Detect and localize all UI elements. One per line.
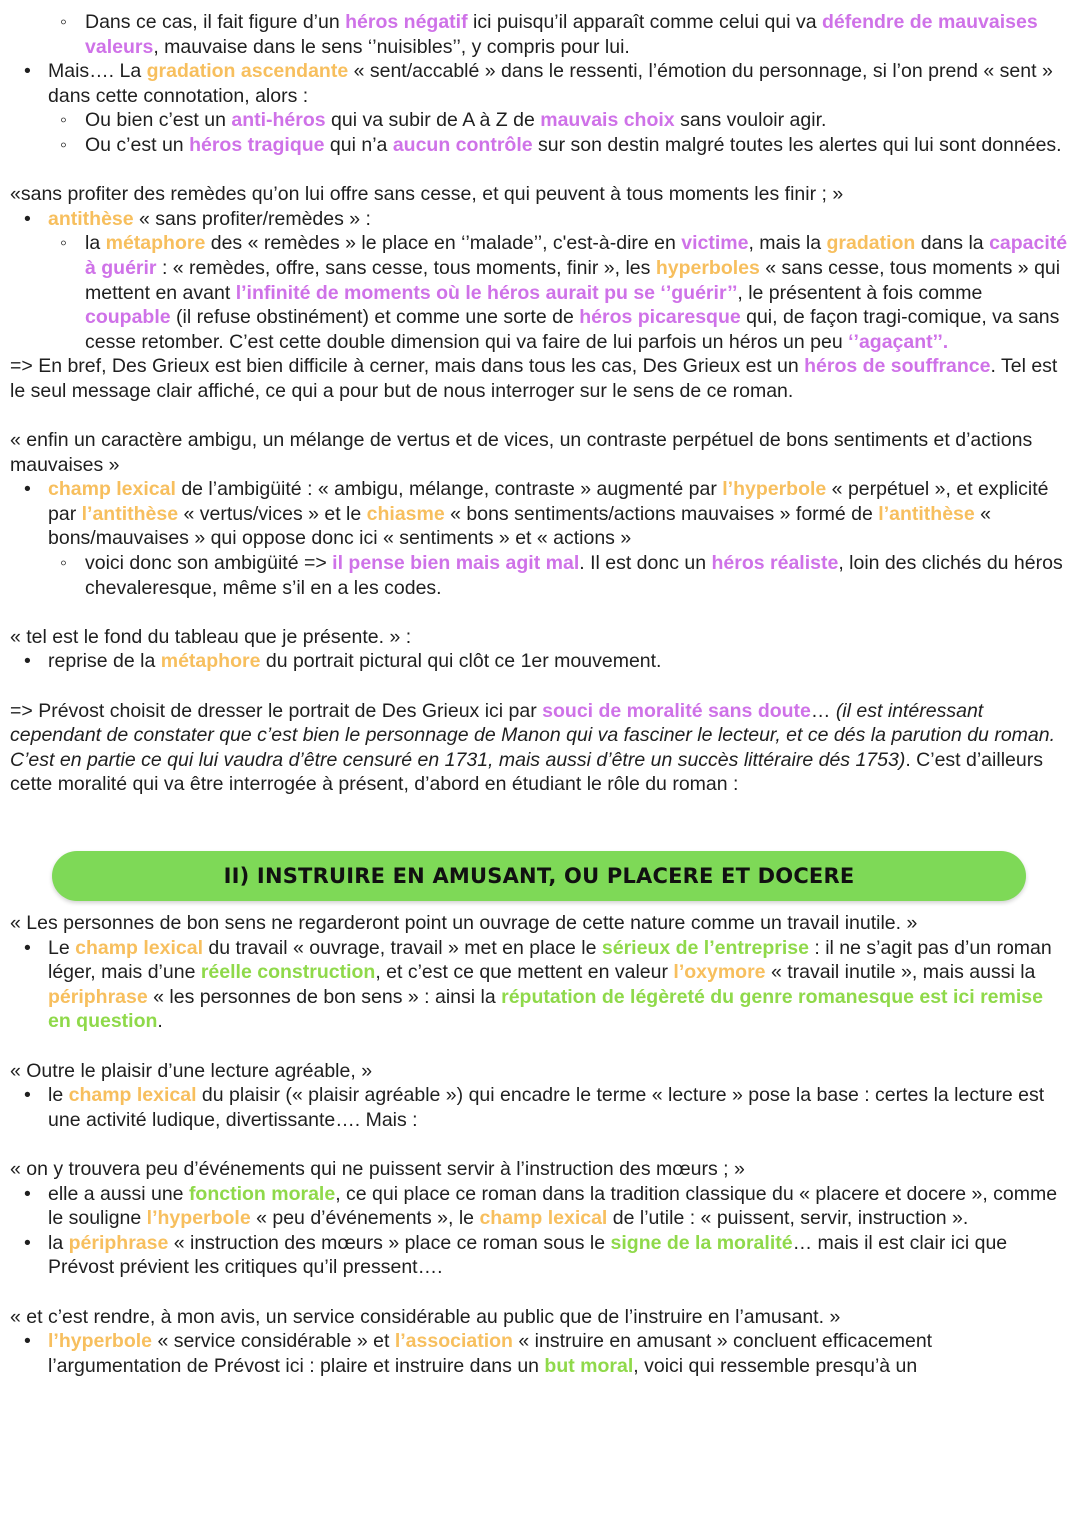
text-run: « enfin un caractère ambigu, un mélange de vertus et de vices, un contraste perpétuel de bons sentiments et d’actions mauvaises » [10,429,1033,476]
sub-bullet-item [10,108,1068,133]
text-run: « bons/mauvaises » qui oppose donc ici « sentiments » et « actions » [48,502,991,550]
text-run: du portrait pictural qui clôt ce 1er mouvement. [260,650,662,673]
highlighted-term: mauvais choix [540,109,675,132]
text-run: « instruction des mœurs » place ce roman sous le [168,1231,611,1254]
text-run: , voici qui ressemble presqu’à un [633,1354,918,1377]
spacer [10,158,1068,183]
text-run: Mais…. La [48,60,147,83]
bullet-item [10,59,1068,108]
text-run: qui n’a [324,133,393,156]
text-run: Dans ce cas, il fait figure d’un [85,11,346,33]
highlighted-term: périphrase [68,1231,169,1254]
highlighted-term: l’association [394,1330,513,1353]
bullet-item [10,1083,1068,1132]
paragraph [10,1305,1068,1330]
text-run: … mais il est clair ici que Prévost prévient les critiques qu’il pressent…. [48,1231,1008,1279]
highlighted-term: aucun contrôle [392,133,533,156]
text-run: « et c’est rendre, à mon avis, un service considérable au public que de l’instruire en l’amusant. » [10,1305,841,1328]
spacer [10,1034,1068,1059]
text-run: . [157,1010,163,1033]
sub-bullet-list [10,10,1068,59]
highlighted-term: l’antithèse [81,502,179,525]
text-run: : « remèdes, offre, sans cesse, tous moments, finir », les [156,256,656,279]
text-run: reprise de la [48,650,161,673]
text-run: « on y trouvera peu d’événements qui ne puissent servir à l’instruction des mœurs ; » [10,1157,745,1180]
text-run: « travail inutile », mais aussi la [765,961,1036,984]
highlighted-term: périphrase [48,985,148,1008]
bullet-item [10,1182,1068,1231]
text-run: la [48,1231,69,1254]
bullet-list [10,1329,1068,1378]
text-run: du plaisir (« plaisir agréable ») qui encadre le terme « lecture » pose la base : certes la lecture est une activité ludique, divertissante…. Mais : [48,1084,1045,1131]
text-run: Ou bien c’est un [85,109,232,132]
document-body [10,10,1068,1378]
text-run: : il ne s’agit pas d’un roman léger, mais d’une [48,936,1052,984]
highlighted-term: il pense bien mais agit mal [332,552,580,575]
highlighted-term: héros de souffrance [804,355,991,378]
bullet-list [10,207,1068,232]
spacer [10,1132,1068,1157]
highlighted-term: l’hyperbole [722,478,827,501]
highlighted-term: héros réaliste [711,552,839,575]
highlighted-term: ‘’agaçant’’. [848,330,949,353]
paragraph [10,182,1068,207]
text-run: , loin des clichés du héros chevaleresque, même s’il en a les codes. [85,552,1063,599]
highlighted-term: l’hyperbole [48,1330,153,1353]
highlighted-term: souci de moralité sans doute [542,699,811,722]
text-run: sans vouloir agir. [674,109,827,132]
highlighted-term: champ lexical [48,478,176,501]
text-run: dans la [915,232,990,255]
paragraph [10,1059,1068,1084]
highlighted-term: capacité à guérir [85,232,1068,279]
sub-bullet-list [10,231,1068,354]
text-run: (il refuse obstinément) et comme une sorte de [170,306,580,329]
text-run: => En bref, Des Grieux est bien difficile à cerner, mais dans tous les cas, Des Grieux est un [10,355,805,378]
highlighted-term: l’oxymore [673,961,766,984]
highlighted-term: anti-héros [231,109,326,132]
bullet-item [10,936,1068,1034]
highlighted-term: signe de la moralité [610,1231,793,1254]
highlighted-term: l’antithèse [878,502,975,525]
highlighted-term: héros tragique [189,133,325,156]
highlighted-term: métaphore [105,232,206,255]
sub-bullet-list [10,551,1068,600]
highlighted-term: gradation ascendante [146,60,349,83]
paragraph [10,911,1068,936]
highlighted-term: champ lexical [75,936,204,959]
highlighted-term: antithèse [48,207,134,230]
text-run: => Prévost choisit de dresser le portrait de Des Grieux ici par [10,699,543,722]
text-run: « les personnes de bon sens » : ainsi la [147,985,502,1008]
text-run: , le présentent à fois comme [737,281,983,304]
bullet-item [10,649,1068,674]
paragraph [10,699,1068,797]
text-run: « Les personnes de bon sens ne regarderont point un ouvrage de cette nature comme un travail inutile. » [10,912,918,934]
spacer [10,600,1068,625]
text-run: , mauvaise dans le sens ‘’nuisibles’’, y compris pour lui. [153,35,630,58]
sub-bullet-item [10,133,1068,158]
spacer [10,404,1068,429]
text-run: . Tel est le seul message clair affiché, ce qui a pour but de nous interroger sur le sens de ce roman. [10,355,1058,402]
highlighted-term: l’hyperbole [146,1207,251,1230]
text-run: de l’ambigüité : « ambigu, mélange, contraste » augmenté par [175,478,723,501]
text-run: voici donc son ambigüité => [85,552,333,575]
section-heading-banner: II) INSTRUIRE EN AMUSANT, OU PLACERE ET DOCERE [52,851,1026,901]
bullet-item [10,1329,1068,1378]
highlighted-term: héros picaresque [579,306,741,329]
text-run: sur son destin malgré toutes les alertes qui lui sont données. [532,133,1062,156]
sub-bullet-list [10,108,1068,157]
highlighted-term: réelle construction [200,961,376,984]
highlighted-term: héros négatif [345,11,468,33]
highlighted-term: métaphore [160,650,261,673]
paragraph [10,354,1068,403]
text-run: « bons sentiments/actions mauvaises » formé de [444,502,879,525]
paragraph [10,428,1068,477]
text-run: qui va subir de A à Z de [325,109,541,132]
bullet-list [10,649,1068,674]
highlighted-term: hyperboles [655,256,760,279]
text-run: « Outre le plaisir d’une lecture agréable, » [10,1059,373,1082]
text-run: « sans cesse, tous moments » qui mettent en avant [85,256,1061,304]
text-run: « perpétuel », et explicité par [48,478,1049,525]
sub-bullet-item [10,231,1068,354]
text-run: le [48,1084,69,1107]
text-run: Le [48,936,76,959]
text-run: « peu d’événements », le [250,1207,480,1230]
sub-bullet-item [10,10,1068,59]
text-run: , et c’est ce que mettent en valeur [375,961,674,984]
text-run: . Il est donc un [579,552,712,575]
bullet-list [10,1083,1068,1132]
bullet-item [10,207,1068,232]
text-run: elle a aussi une [48,1182,189,1205]
text-run: . C’est d’ailleurs cette moralité qui va être interrogée à présent, d’abord en étudiant le rôle du roman : [10,748,1043,796]
highlighted-term: chiasme [366,502,445,525]
sub-bullet-item [10,551,1068,600]
spacer [10,674,1068,699]
text-run: « sent/accablé » dans le ressenti, l’émotion du personnage, si l’on prend « sent » dans cette connotation, alors : [48,60,1053,107]
text-run: «sans profiter des remèdes qu’on lui offre sans cesse, et qui peuvent à tous moments les finir ; » [10,183,844,206]
highlighted-term: l’infinité de moments où le héros aurait pu se ‘’guérir’’ [235,281,738,304]
highlighted-term: sérieux de l’entreprise [601,936,809,959]
bullet-list [10,477,1068,551]
text-run: « service considérable » et [152,1330,395,1353]
bullet-list [10,59,1068,108]
bullet-list [10,1182,1068,1280]
spacer [10,1280,1068,1305]
highlighted-term: champ lexical [68,1084,197,1107]
highlighted-term: réputation de légèreté du genre romanesque est ici remise en question [48,985,1043,1033]
text-run: de l’utile : « puissent, servir, instruction ». [607,1207,969,1230]
highlighted-term: défendre de mauvaises valeurs [85,11,1038,58]
spacer [10,797,1068,841]
highlighted-term: coupable [85,306,171,329]
bullet-list [10,936,1068,1034]
bullet-item [10,1231,1068,1280]
highlighted-term: but moral [544,1354,634,1377]
text-run: des « remèdes » le place en ‘’malade’’, c'est-à-dire en [205,232,682,255]
text-run: … [810,699,836,722]
paragraph [10,625,1068,650]
text-run: ici puisqu’il apparaît comme celui qui va [467,11,822,33]
highlighted-term: champ lexical [479,1207,608,1230]
italic-aside: (il est intéressant cependant de constater que c’est bien le personnage de Manon qui va fasciner le lecteur, et ce dés la parution du roman. C’est en partie ce qui lui vaudra d’être censuré en 1731, mais aussi d’être un succès littéraire dés 1753) [10,699,1056,771]
text-run: Ou c’est un [85,133,190,156]
bullet-item [10,477,1068,551]
text-run: qui, de façon tragi-comique, va sans cesse retomber. C’est cette double dimension qui va faire de lui parfois un héros un peu [85,306,1060,353]
paragraph [10,1157,1068,1182]
text-run: , mais la [748,232,827,255]
text-run: « vertus/vices » et le [178,502,367,525]
text-run: « sans profiter/remèdes » : [133,207,371,230]
text-run: la [85,232,106,255]
highlighted-term: gradation [826,232,916,255]
text-run: « tel est le fond du tableau que je présente. » : [10,625,412,648]
highlighted-term: fonction morale [188,1182,336,1205]
text-run: , ce qui place ce roman dans la tradition classique du « placere et docere », comme le souligne [48,1182,1058,1230]
text-run: du travail « ouvrage, travail » met en place le [203,936,602,959]
text-run: « instruire en amusant » concluent efficacement l’argumentation de Prévost ici : plaire et instruire dans un [48,1330,933,1377]
highlighted-term: victime [681,232,749,255]
